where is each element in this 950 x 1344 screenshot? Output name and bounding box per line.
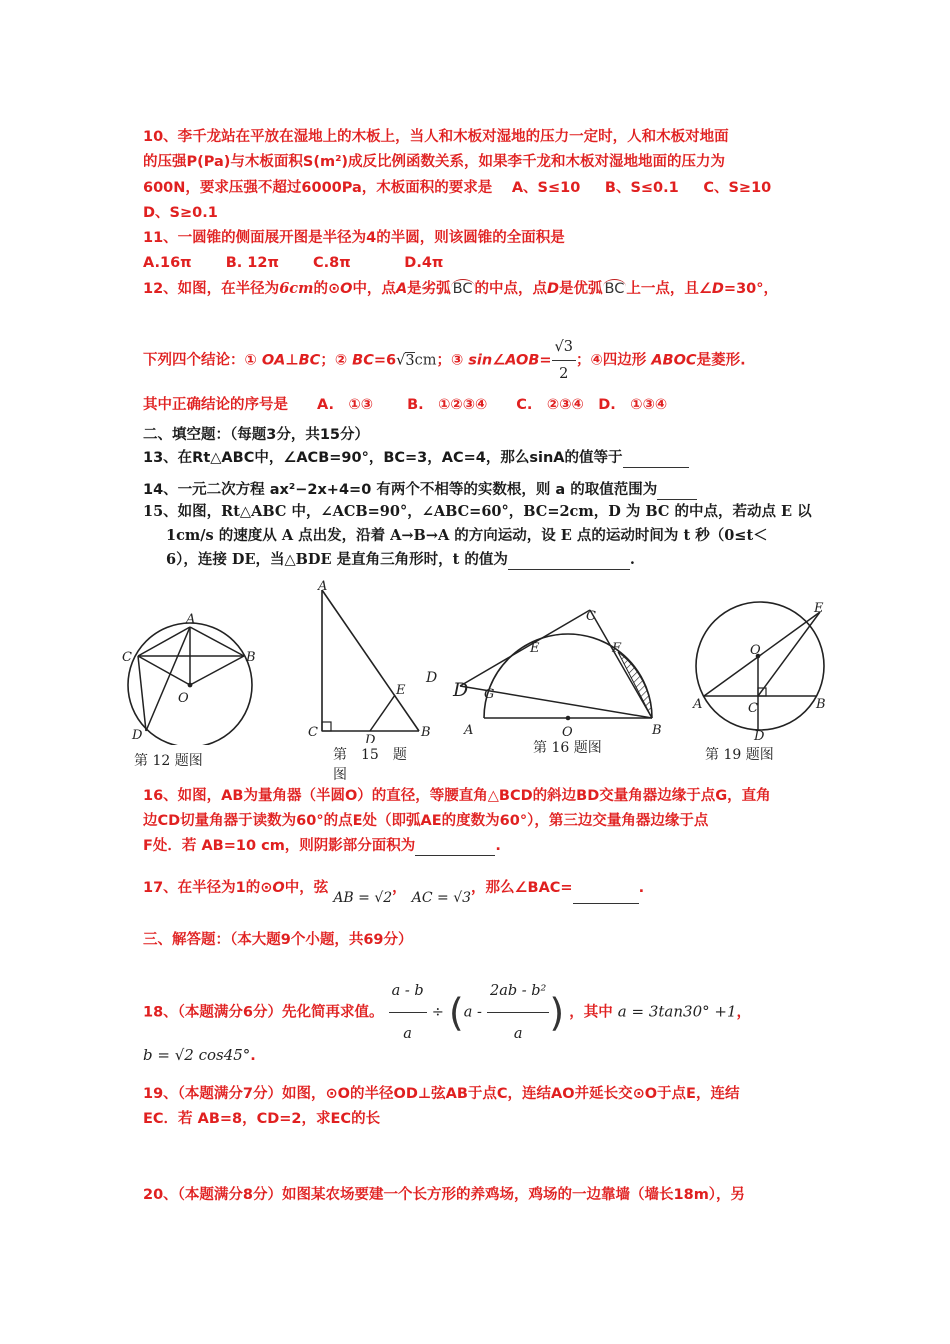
q10-line-3: 600N，要求压强不超过6000Pa，木板面积的要求是 A、S≤10 B、S≤0.1 C、S≥10 xyxy=(143,180,772,196)
label-o: O xyxy=(178,691,189,706)
label-c: C xyxy=(586,609,596,624)
section-3-heading: 三、解答题：（本大题9个小题，共69分） xyxy=(143,932,413,948)
caption-fig15-b: 图 xyxy=(333,767,347,783)
label-a: A xyxy=(318,579,328,594)
q12-line-3: 其中正确结论的序号是 A. ①③ B. ①②③④ C. ②③④ D. ①③④ xyxy=(143,397,668,413)
q10-line-1: 10、李千龙站在平放在湿地上的木板上，当人和木板对湿地的压力一定时，人和木板对地面 xyxy=(143,129,729,145)
q16-line-1: 16、如图，AB为量角器（半圆O）的直径，等腰直角△BCD的斜边BD交量角器边缘于点G，直角 xyxy=(143,788,771,804)
chord-ab: AB = √2 xyxy=(333,890,393,906)
sqrt3-over-2: $\frac{√3}{2}$ xyxy=(552,334,576,387)
figure-15 xyxy=(303,578,443,743)
answer-blank xyxy=(657,481,697,500)
label-d: D xyxy=(453,679,469,701)
caption-fig16: 第 16 题图 xyxy=(533,740,602,756)
label-d: D xyxy=(132,728,143,743)
label-e: E xyxy=(814,601,824,616)
section-2-heading: 二、填空题：（每题3分，共15分） xyxy=(143,427,370,443)
label-d: D xyxy=(365,733,376,743)
answer-blank xyxy=(415,837,495,856)
label-a: A xyxy=(693,697,703,712)
protractor-arc xyxy=(484,634,652,718)
label-o: O xyxy=(562,725,573,740)
q19-line-1: 19、（本题满分7分）如图，⊙O的半径OD⊥弦AB于点C，连结AO并延长交⊙O于点E，连结 xyxy=(143,1086,740,1102)
stray-label-d: D xyxy=(426,670,438,686)
q10-line-4: D、S≥0.1 xyxy=(143,205,218,221)
q12-line-1: 12、如图，在半径为6cm的⊙O中，点A是劣弧 BC 的中点，点D是优弧 BC 上一点，且∠D=30°， xyxy=(143,280,778,297)
q19-line-2: EC．若 AB=8，CD=2，求EC的长 xyxy=(143,1111,381,1127)
caption-fig19: 第 19 题图 xyxy=(705,747,774,763)
label-b: B xyxy=(421,725,431,740)
label-d: D xyxy=(754,729,765,744)
label-c: C xyxy=(122,650,132,665)
q12-line-2: 下列四个结论：① OA⊥BC；② BC=6√3cm；③ sin∠AOB= $\frac{√3}{2}$ ；④四边形 ABOC是菱形. xyxy=(143,334,746,387)
condition-b: b = √2 cos45° xyxy=(143,1046,251,1064)
label-e: E xyxy=(396,683,406,698)
label-a: A xyxy=(464,723,474,738)
label-b: B xyxy=(652,723,662,738)
q16-line-2: 边CD切量角器于读数为60°的点E处（即弧AE的度数为60°），第三边交量角器边缘于点 xyxy=(143,813,709,829)
q15-line-2: 1cm/s 的速度从 A 点出发，沿着 A→B→A 的方向运动，设 E 点的运动时间为 t 秒（0≤t＜ xyxy=(166,527,768,544)
caption-fig12: 第 12 题图 xyxy=(134,753,203,769)
q11-line-2: A.16π B. 12π C.8π D.4π xyxy=(143,255,444,271)
label-g: G xyxy=(484,687,495,702)
q18: 18、（本题满分6分）先化简再求值。 $\frac{a - b}{a}$ ÷ (a - $\frac{\text{2ab - b²}}{a}$ ) ，其中 a = 3tan30° +1， xyxy=(143,970,751,1055)
q14: 14、一元二次方程 ax²−2x+4=0 有两个不相等的实数根，则 a 的取值范围为 xyxy=(143,481,697,500)
label-e: E xyxy=(530,641,540,656)
answer-blank xyxy=(623,449,689,468)
figure-16 xyxy=(440,600,670,742)
label-f: F xyxy=(612,641,622,656)
q16-line-3: F处．若 AB=10 cm，则阴影部分面积为 . xyxy=(143,838,501,854)
caption-fig15-a: 第 15 题 xyxy=(333,747,407,763)
answer-blank xyxy=(508,551,630,570)
fraction-a-minus-b-over-a: $\frac{a - b}{a}$ xyxy=(389,970,427,1055)
chord-ac: AC = √3 xyxy=(411,890,472,906)
fraction-2ab-minus-b2-over-a: $\frac{\text{2ab - b²}}{a}$ xyxy=(487,970,549,1055)
q11-line-1: 11、一圆锥的侧面展开图是半径为4的半圆，则该圆锥的全面积是 xyxy=(143,230,565,246)
q18-condition-b-line: b = √2 cos45°. xyxy=(143,1046,256,1064)
q13: 13、在Rt△ABC中，∠ACB=90°，BC=3，AC=4，那么sinA的值等于 xyxy=(143,449,689,468)
label-o: O xyxy=(750,643,761,658)
q15-line-3: 6），连接 DE，当△BDE 是直角三角形时，t 的值为 . xyxy=(166,551,635,568)
label-b: B xyxy=(816,697,826,712)
label-c: C xyxy=(308,725,318,740)
figure-19 xyxy=(690,590,840,745)
answer-blank xyxy=(573,873,639,904)
label-a: A xyxy=(186,612,196,627)
q17: 17、在半径为1的⊙O中，弦 AB = √2， AC = √3，那么∠BAC= . xyxy=(143,873,644,904)
q15-line-1: 15、如图，Rt△ABC 中，∠ACB=90°，∠ABC=60°，BC=2cm，D 为 BC 的中点，若动点 E 以 xyxy=(143,503,812,520)
label-b: B xyxy=(246,650,256,665)
q20-line-1: 20、（本题满分8分）如图某农场要建一个长方形的养鸡场，鸡场的一边靠墙（墙长18m），另 xyxy=(143,1187,746,1203)
q10-line-2: 的压强P(Pa)与木板面积S(m²)成反比例函数关系，如果李千龙和木板对湿地地面的压力为 xyxy=(143,154,726,170)
major-arc-bc: BC xyxy=(604,281,625,297)
label-c: C xyxy=(748,701,758,716)
minor-arc-bc: BC xyxy=(452,281,473,297)
figure-12 xyxy=(118,605,273,745)
circle-o xyxy=(696,602,824,730)
condition-a: a = 3tan30° +1 xyxy=(617,1002,737,1021)
